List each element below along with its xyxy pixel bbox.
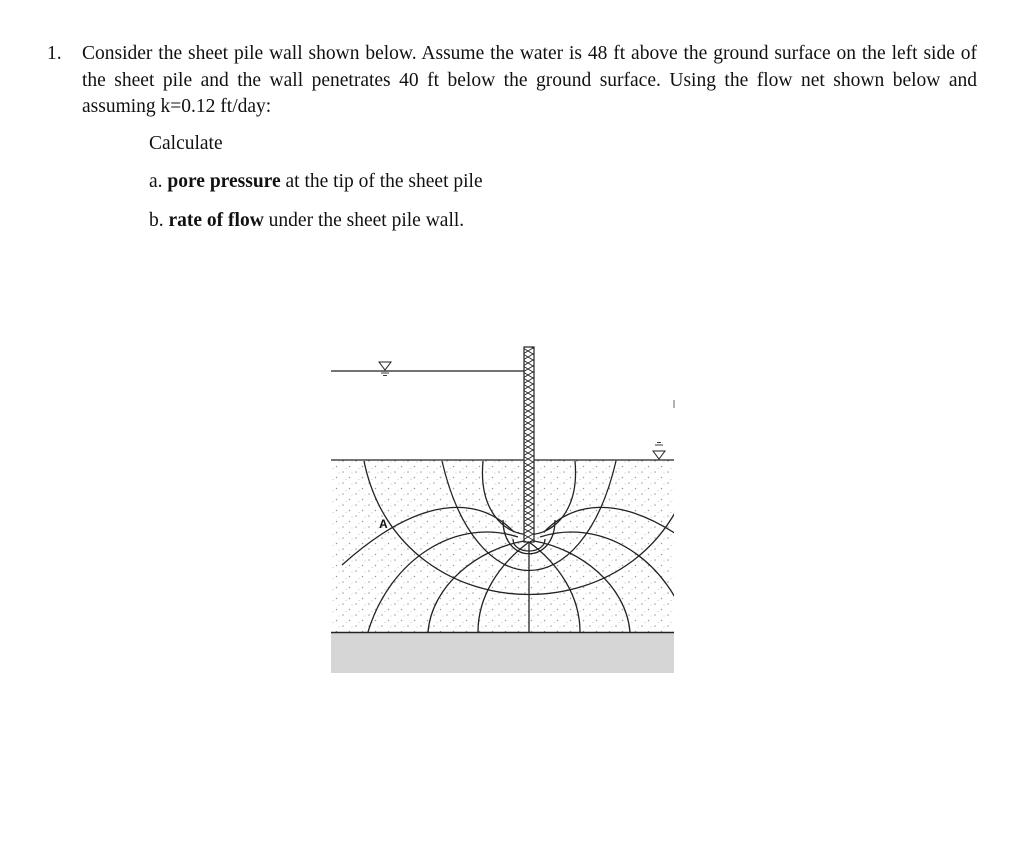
task-a-keyword: pore pressure [167, 171, 281, 192]
sheet-pile-hatching [524, 347, 534, 542]
water-level-triangle-icon [653, 443, 665, 460]
task-list [149, 131, 483, 234]
task-b-rest: under the sheet pile wall. [263, 210, 465, 231]
task-b-prefix: b. [149, 210, 169, 231]
task-b-keyword: rate of flow [168, 210, 264, 231]
impermeable-layer [331, 633, 674, 673]
problem-text: Consider the sheet pile wall shown below. Assume the water is 48 ft above the ground surface on the left side of the sheet pile and the wall penetrates 40 ft below the ground surface. Using the flow net shown below and assuming k=0.12 ft/day: [82, 43, 977, 117]
problem-statement [47, 41, 977, 121]
problem-number: 1. [47, 43, 62, 64]
flow-net-diagram [328, 327, 678, 677]
task-heading: Calculate [149, 133, 223, 154]
flow-net-figure [328, 327, 678, 677]
water-level-triangle-icon [379, 362, 391, 376]
task-item-a [149, 169, 483, 195]
point-a-label: A [379, 517, 388, 531]
task-item-b [149, 208, 483, 234]
task-a-rest: at the tip of the sheet pile [280, 171, 483, 192]
task-a-prefix: a. [149, 171, 168, 192]
